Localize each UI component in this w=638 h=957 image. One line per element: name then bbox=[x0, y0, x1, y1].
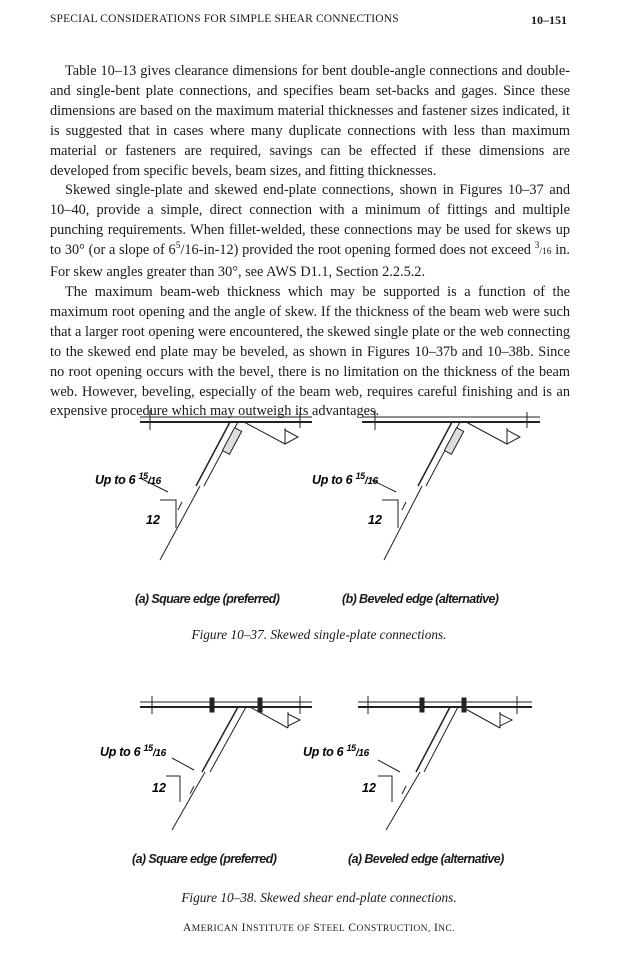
fig38a-label: (a) Square edge (preferred) bbox=[132, 852, 277, 866]
fig37a-run-label: 12 bbox=[146, 513, 160, 527]
paragraph-1: Table 10–13 gives clearance dimensions for bent double-angle connections and double- and single-bent plate connections, and specifies beam set-backs and gages. Since these dimensions are based on the maximum material thicknesses and fastener sizes indicated, it is suggested that in cases where many duplicate connections with less than maximum material or fasteners are required, savings can be effected if these dimensions are developed from specific bevels, beam sizes, and fitting thicknesses. bbox=[50, 63, 570, 179]
fig37a-connection bbox=[140, 410, 312, 560]
fig38a-slope-label: Up to 6 $^{15}_{/16}$ bbox=[100, 743, 166, 759]
fig37b-label: (b) Beveled edge (alternative) bbox=[342, 592, 499, 606]
paragraph-2: Skewed single-plate and skewed end-plate connections, shown in Figures 10–37 and 10–40, provide a simple, direct connection with a minimum of fittings and multiple punching requirements. When fillet-welded, these connections may be used for skews up to 30° (or a slope of $6^5/16-in-12$) provided the root opening formed does not exceed $^3$/16 in. For skew angles greater than 30°, see AWS D1.1, Section 2.2.5.2. bbox=[50, 182, 570, 281]
fig37a-label: (a) Square edge (preferred) bbox=[135, 592, 280, 606]
page-number: 10–151 bbox=[531, 13, 567, 27]
figure-10-37-caption: Figure 10–37. Skewed single-plate connections. bbox=[191, 627, 447, 642]
figure-10-38-caption: Figure 10–38. Skewed shear end-plate connections. bbox=[181, 890, 457, 905]
running-header-title: SPECIAL CONSIDERATIONS FOR SIMPLE SHEAR CONNECTIONS bbox=[50, 13, 399, 25]
fig38a-run-label: 12 bbox=[152, 781, 166, 795]
fig38b-label: (a) Beveled edge (alternative) bbox=[348, 852, 504, 866]
figure-10-38-drawing bbox=[0, 680, 638, 850]
fig38a-connection bbox=[140, 696, 312, 830]
fig38b-run-label: 12 bbox=[362, 781, 376, 795]
fig38b-connection bbox=[358, 696, 532, 830]
body-text bbox=[50, 62, 570, 422]
fig37b-slope-label: Up to 6 $^{15}_{/16}$ bbox=[312, 471, 378, 487]
fig37b-connection bbox=[362, 410, 540, 560]
fig37b-run-label: 12 bbox=[368, 513, 382, 527]
figure-10-37-drawing bbox=[0, 400, 638, 600]
fig37a-slope-label: Up to 6 $^{15}_{/16}$ bbox=[95, 471, 161, 487]
fig38b-slope-label: Up to 6 $^{15}_{/16}$ bbox=[303, 743, 369, 759]
paragraph-3: The maximum beam-web thickness which may be supported is a function of the maximum root opening and the angle of skew. If the thickness of the beam web were such that a larger root opening were encountered, the skewed single plate or the web connecting to the skewed end plate may be beveled, as shown in Figures 10–37b and 10–38b. Since no root opening occurs with the bevel, there is no limitation on the thickness of the beam web. However, beveling, especially of the beam web, requires careful finishing and is an expensive procedure which may outweigh its advantages. bbox=[50, 283, 570, 420]
publisher-footer: AMERICAN INSTITUTE OF STEEL CONSTRUCTION, INC. bbox=[183, 922, 455, 934]
